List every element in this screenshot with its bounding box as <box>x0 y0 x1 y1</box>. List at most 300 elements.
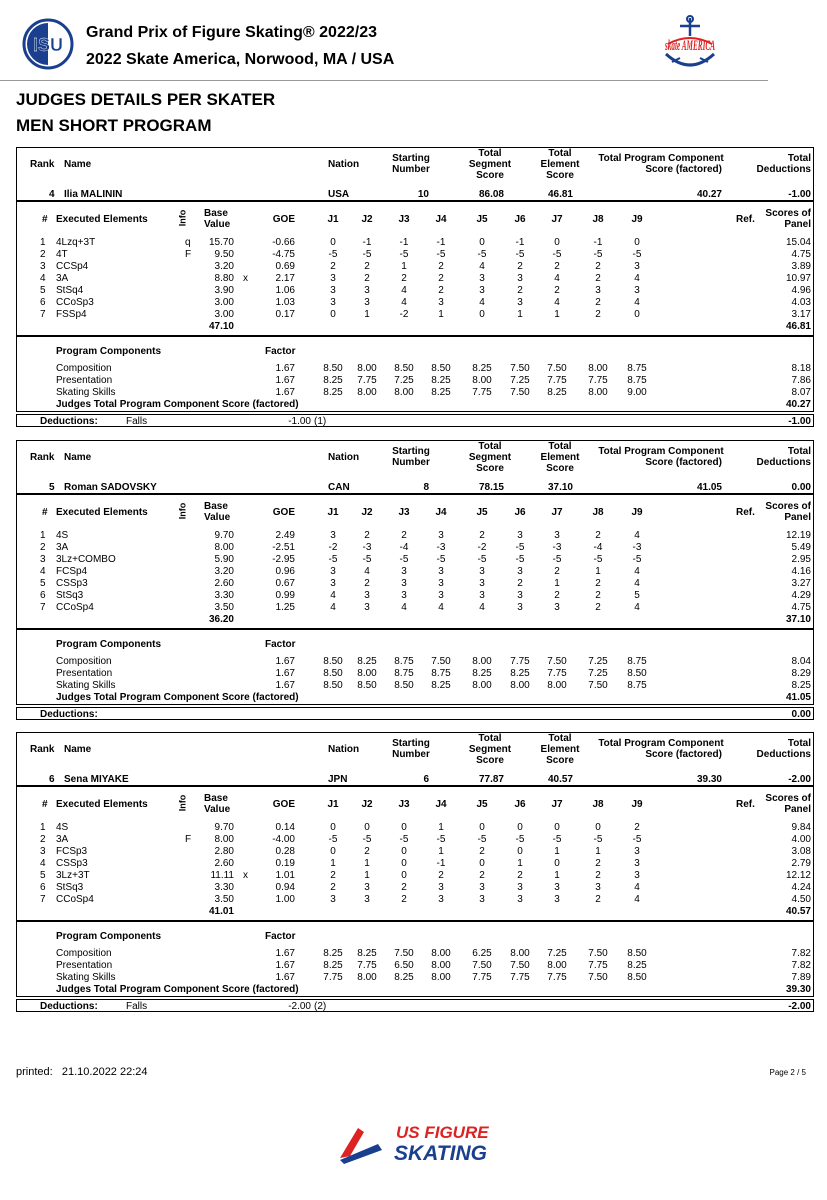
element-panel-score: 9.84 <box>791 822 811 833</box>
element-judge-1-score: 3 <box>330 578 336 589</box>
component-judge-4-score: 8.25 <box>431 375 451 386</box>
component-factor: 1.67 <box>275 387 295 398</box>
element-judge-1-score: 4 <box>330 602 336 613</box>
component-judge-8-score: 7.75 <box>588 960 608 971</box>
element-judge-7-score: 1 <box>554 870 560 881</box>
element-base-value: 2.60 <box>214 578 234 589</box>
component-name: Presentation <box>56 668 113 679</box>
judge-header-7: J7 <box>551 214 563 225</box>
element-panel-score: 4.75 <box>791 249 811 260</box>
element-judge-5-score: 4 <box>479 297 485 308</box>
element-judge-9-score: 3 <box>634 858 640 869</box>
element-judge-3-score: 0 <box>401 870 407 881</box>
element-judge-2-score: 2 <box>364 261 370 272</box>
component-judge-7-score: 7.50 <box>547 363 567 374</box>
element-number: 3 <box>40 846 46 857</box>
component-judge-5-score: 8.00 <box>472 375 492 386</box>
element-judge-3-score: 3 <box>401 566 407 577</box>
skater-tss: 77.87 <box>478 774 504 785</box>
element-judge-6-score: 3 <box>517 297 523 308</box>
component-judge-2-score: 8.50 <box>357 680 377 691</box>
element-judge-4-score: 2 <box>438 261 444 272</box>
components-box <box>16 628 814 705</box>
pcs-header-2: Score (factored) <box>645 164 722 175</box>
component-judge-4-score: 8.25 <box>431 680 451 691</box>
tss-header-3: Score <box>476 755 504 766</box>
component-name: Composition <box>56 363 112 374</box>
component-judge-1-score: 8.50 <box>323 680 343 691</box>
element-code: 3Lz+COMBO <box>56 554 116 565</box>
jtpc-label: Judges Total Program Component Score (factored) <box>56 984 299 995</box>
component-judge-3-score: 8.75 <box>394 668 414 679</box>
element-judge-1-score: 3 <box>330 273 336 284</box>
tes-header-1: Total <box>548 733 572 744</box>
element-number: 2 <box>40 542 46 553</box>
skater-start-number: 6 <box>423 774 429 785</box>
element-base-value: 3.50 <box>214 602 234 613</box>
element-number: 6 <box>40 297 46 308</box>
element-judge-4-score: 3 <box>438 894 444 905</box>
page-number: Page 2 / 5 <box>769 1068 806 1077</box>
panel-header-2: Panel <box>784 804 811 815</box>
element-panel-score: 4.75 <box>791 602 811 613</box>
skater-rank: 5 <box>49 482 55 493</box>
element-judge-7-score: 0 <box>554 822 560 833</box>
component-judge-8-score: 8.00 <box>588 363 608 374</box>
usfs-logo-line1: US FIGURE <box>396 1123 489 1142</box>
component-judge-6-score: 7.50 <box>510 960 530 971</box>
component-factor: 1.67 <box>275 656 295 667</box>
tes-header-2: Element <box>540 159 580 170</box>
tes-header-3: Score <box>546 170 574 181</box>
judge-header-6: J6 <box>514 799 526 810</box>
element-code: StSq3 <box>56 882 84 893</box>
element-judge-1-score: -2 <box>328 542 338 553</box>
pcs-header-2: Score (factored) <box>645 457 722 468</box>
element-base-value: 3.20 <box>214 261 234 272</box>
judge-header-2: J2 <box>361 507 373 518</box>
panel-score-total: 37.10 <box>785 614 811 625</box>
skater-deductions: 0.00 <box>791 482 811 493</box>
skater-start-number: 10 <box>417 189 429 200</box>
element-goe: 0.17 <box>275 309 295 320</box>
element-judge-1-score: 2 <box>330 261 336 272</box>
element-judge-7-score: 0 <box>554 237 560 248</box>
component-judge-4-score: 8.25 <box>431 387 451 398</box>
judge-header-5: J5 <box>476 214 488 225</box>
executed-elements-header: Executed Elements <box>56 799 148 810</box>
component-judge-2-score: 8.25 <box>357 656 377 667</box>
skater-pcs: 39.30 <box>696 774 722 785</box>
element-judge-6-score: 2 <box>517 261 523 272</box>
component-judge-6-score: 8.25 <box>510 668 530 679</box>
element-judge-6-score: 3 <box>517 894 523 905</box>
element-judge-1-score: 3 <box>330 530 336 541</box>
component-name: Composition <box>56 656 112 667</box>
skater-deductions: -1.00 <box>788 189 811 200</box>
component-judge-1-score: 8.25 <box>323 948 343 959</box>
base-header-1: Base <box>204 793 228 804</box>
element-judge-6-score: -5 <box>515 249 525 260</box>
component-judge-6-score: 7.75 <box>510 972 530 983</box>
component-name: Composition <box>56 948 112 959</box>
element-base-value: 3.50 <box>214 894 234 905</box>
base-header-1: Base <box>204 501 228 512</box>
element-base-value: 9.70 <box>214 822 234 833</box>
jtpc-total: 39.30 <box>785 984 811 995</box>
element-panel-score: 10.97 <box>785 273 811 284</box>
number-header: Number <box>392 457 430 468</box>
component-judge-8-score: 7.75 <box>588 375 608 386</box>
component-judge-8-score: 7.50 <box>588 948 608 959</box>
deductions-header-1: Total <box>787 738 811 749</box>
element-bonus-mark: x <box>243 870 248 881</box>
element-goe: 1.25 <box>275 602 295 613</box>
element-judge-6-score: 1 <box>517 858 523 869</box>
deduction-value: -2.00 <box>288 1001 311 1012</box>
element-judge-1-score: 1 <box>330 858 336 869</box>
hash-header: # <box>42 799 48 810</box>
component-factor: 1.67 <box>275 972 295 983</box>
judge-header-4: J4 <box>435 214 447 225</box>
nation-header: Nation <box>328 452 360 463</box>
element-base-value: 3.30 <box>214 590 234 601</box>
element-judge-3-score: 4 <box>401 285 407 296</box>
element-judge-5-score: 2 <box>479 530 485 541</box>
component-judge-6-score: 7.50 <box>510 363 530 374</box>
element-goe: 0.67 <box>275 578 295 589</box>
element-judge-9-score: 0 <box>634 237 640 248</box>
element-info: q <box>185 237 191 248</box>
element-judge-3-score: 0 <box>401 858 407 869</box>
skater-rank: 4 <box>49 189 55 200</box>
isu-logo-text: ISU <box>32 35 64 55</box>
component-judge-9-score: 8.50 <box>627 972 647 983</box>
factor-header: Factor <box>265 639 296 650</box>
tss-header-3: Score <box>476 463 504 474</box>
element-judge-1-score: -5 <box>328 554 338 565</box>
element-goe: 0.19 <box>275 858 295 869</box>
element-number: 5 <box>40 285 46 296</box>
component-name: Presentation <box>56 375 113 386</box>
component-judge-2-score: 8.25 <box>357 948 377 959</box>
us-figure-skating-logo <box>338 1118 488 1164</box>
deduction-count: (2) <box>314 1001 327 1012</box>
summary-divider <box>16 493 814 495</box>
element-judge-8-score: -5 <box>593 249 603 260</box>
deductions-header-2: Deductions <box>756 164 811 175</box>
component-judge-6-score: 7.25 <box>510 375 530 386</box>
element-judge-9-score: -5 <box>632 834 642 845</box>
component-judge-9-score: 8.50 <box>627 948 647 959</box>
element-number: 4 <box>40 566 46 577</box>
element-judge-6-score: 3 <box>517 566 523 577</box>
component-judge-7-score: 8.25 <box>547 387 567 398</box>
summary-divider <box>16 200 814 202</box>
element-judge-2-score: 3 <box>364 894 370 905</box>
base-header-1: Base <box>204 208 228 219</box>
element-code: 4S <box>56 822 69 833</box>
element-judge-3-score: 2 <box>401 273 407 284</box>
element-judge-1-score: 0 <box>330 846 336 857</box>
base-header-2: Value <box>204 219 231 230</box>
element-judge-8-score: -1 <box>593 237 603 248</box>
element-code: 4S <box>56 530 69 541</box>
element-judge-4-score: 1 <box>438 309 444 320</box>
skater-tes: 46.81 <box>547 189 573 200</box>
component-judge-9-score: 8.75 <box>627 375 647 386</box>
skater-box <box>16 440 814 630</box>
component-judge-1-score: 8.50 <box>323 656 343 667</box>
element-panel-score: 2.79 <box>791 858 811 869</box>
judge-header-5: J5 <box>476 507 488 518</box>
isu-logo <box>22 18 74 70</box>
judge-header-2: J2 <box>361 214 373 225</box>
component-judge-9-score: 8.75 <box>627 680 647 691</box>
element-judge-2-score: 2 <box>364 846 370 857</box>
tes-header-3: Score <box>546 755 574 766</box>
judge-header-1: J1 <box>327 507 339 518</box>
component-judge-3-score: 8.50 <box>394 680 414 691</box>
component-score: 7.82 <box>791 948 811 959</box>
element-judge-7-score: 3 <box>554 882 560 893</box>
element-judge-7-score: 4 <box>554 273 560 284</box>
element-panel-score: 12.19 <box>785 530 811 541</box>
element-judge-9-score: 3 <box>634 870 640 881</box>
element-code: 4T <box>56 249 68 260</box>
component-judge-1-score: 8.25 <box>323 387 343 398</box>
skater-tes: 40.57 <box>547 774 573 785</box>
component-judge-7-score: 7.25 <box>547 948 567 959</box>
element-judge-2-score: 3 <box>364 297 370 308</box>
element-panel-score: 4.03 <box>791 297 811 308</box>
element-code: CCoSp4 <box>56 894 94 905</box>
element-number: 1 <box>40 237 46 248</box>
element-judge-8-score: 1 <box>595 846 601 857</box>
element-judge-4-score: -5 <box>436 834 446 845</box>
element-goe: 0.99 <box>275 590 295 601</box>
element-goe: -0.66 <box>272 237 295 248</box>
element-judge-7-score: 2 <box>554 285 560 296</box>
name-header: Name <box>64 744 92 755</box>
element-judge-7-score: -5 <box>552 554 562 565</box>
pcs-header-1: Total Program Component <box>598 738 724 749</box>
skater-nation: CAN <box>328 482 350 493</box>
element-base-value: 8.00 <box>214 834 234 845</box>
skate-america-logo <box>660 14 720 76</box>
element-base-value: 3.00 <box>214 309 234 320</box>
element-judge-6-score: 3 <box>517 882 523 893</box>
component-score: 7.89 <box>791 972 811 983</box>
component-judge-8-score: 7.25 <box>588 656 608 667</box>
judge-header-4: J4 <box>435 507 447 518</box>
element-goe: 1.06 <box>275 285 295 296</box>
element-judge-2-score: 2 <box>364 530 370 541</box>
element-number: 2 <box>40 249 46 260</box>
element-judge-7-score: 1 <box>554 846 560 857</box>
component-factor: 1.67 <box>275 680 295 691</box>
element-judge-1-score: 2 <box>330 882 336 893</box>
judge-header-4: J4 <box>435 799 447 810</box>
judge-header-8: J8 <box>592 507 604 518</box>
component-judge-7-score: 8.00 <box>547 960 567 971</box>
element-number: 5 <box>40 578 46 589</box>
element-judge-1-score: 0 <box>330 822 336 833</box>
component-judge-6-score: 8.00 <box>510 680 530 691</box>
component-judge-9-score: 8.75 <box>627 363 647 374</box>
element-judge-7-score: -3 <box>552 542 562 553</box>
element-judge-3-score: -5 <box>399 554 409 565</box>
judge-header-3: J3 <box>398 799 410 810</box>
nation-header: Nation <box>328 744 360 755</box>
element-judge-5-score: 3 <box>479 894 485 905</box>
component-judge-3-score: 8.75 <box>394 656 414 667</box>
skater-box <box>16 147 814 337</box>
element-base-value: 9.50 <box>214 249 234 260</box>
judge-header-6: J6 <box>514 507 526 518</box>
tss-header-3: Score <box>476 170 504 181</box>
header-rule <box>0 80 768 81</box>
element-judge-7-score: 1 <box>554 578 560 589</box>
element-judge-8-score: 2 <box>595 894 601 905</box>
element-base-value: 2.80 <box>214 846 234 857</box>
judge-header-9: J9 <box>631 799 643 810</box>
info-header: Info <box>177 794 188 812</box>
element-panel-score: 5.49 <box>791 542 811 553</box>
skater-tss: 86.08 <box>478 189 504 200</box>
component-judge-2-score: 7.75 <box>357 375 377 386</box>
tes-header-3: Score <box>546 463 574 474</box>
element-panel-score: 4.96 <box>791 285 811 296</box>
element-judge-9-score: -5 <box>632 249 642 260</box>
component-judge-5-score: 8.25 <box>472 668 492 679</box>
component-factor: 1.67 <box>275 948 295 959</box>
component-score: 7.86 <box>791 375 811 386</box>
deductions-header-1: Total <box>787 153 811 164</box>
judge-header-5: J5 <box>476 799 488 810</box>
component-judge-3-score: 8.00 <box>394 387 414 398</box>
skater-name: Sena MIYAKE <box>64 774 129 785</box>
element-judge-4-score: 1 <box>438 846 444 857</box>
panel-header-2: Panel <box>784 219 811 230</box>
element-judge-8-score: -5 <box>593 834 603 845</box>
element-judge-6-score: -1 <box>515 237 525 248</box>
element-number: 4 <box>40 858 46 869</box>
element-judge-9-score: 2 <box>634 822 640 833</box>
element-goe: 0.28 <box>275 846 295 857</box>
goe-header: GOE <box>272 507 295 518</box>
element-judge-1-score: 4 <box>330 590 336 601</box>
element-judge-4-score: 2 <box>438 870 444 881</box>
component-judge-3-score: 7.50 <box>394 948 414 959</box>
element-judge-3-score: 4 <box>401 297 407 308</box>
element-base-value: 3.30 <box>214 882 234 893</box>
component-score: 8.07 <box>791 387 811 398</box>
element-base-value: 11.11 <box>210 870 234 881</box>
components-box <box>16 920 814 997</box>
element-judge-8-score: 0 <box>595 822 601 833</box>
element-judge-9-score: -3 <box>632 542 642 553</box>
element-judge-7-score: 1 <box>554 309 560 320</box>
element-judge-5-score: -5 <box>477 249 487 260</box>
component-judge-2-score: 8.00 <box>357 363 377 374</box>
element-judge-2-score: 1 <box>364 858 370 869</box>
element-judge-6-score: -5 <box>515 834 525 845</box>
component-judge-5-score: 7.50 <box>472 960 492 971</box>
skate-america-logo-text: skate AMERICA <box>664 38 715 54</box>
component-factor: 1.67 <box>275 363 295 374</box>
element-judge-7-score: 4 <box>554 297 560 308</box>
ref-header: Ref. <box>736 799 755 810</box>
element-judge-3-score: 4 <box>401 602 407 613</box>
element-judge-4-score: -5 <box>436 249 446 260</box>
element-code: 3A <box>56 834 69 845</box>
component-score: 8.18 <box>791 363 811 374</box>
tss-header-1: Total <box>478 441 502 452</box>
deductions-header-2: Deductions <box>756 457 811 468</box>
element-judge-5-score: -5 <box>477 554 487 565</box>
element-judge-9-score: -5 <box>632 554 642 565</box>
element-judge-5-score: -2 <box>477 542 487 553</box>
component-factor: 1.67 <box>275 668 295 679</box>
starting-header: Starting <box>392 446 430 457</box>
name-header: Name <box>64 159 92 170</box>
program-components-header: Program Components <box>56 639 162 650</box>
element-judge-3-score: -2 <box>399 309 409 320</box>
element-judge-5-score: 3 <box>479 273 485 284</box>
judge-header-9: J9 <box>631 214 643 225</box>
element-judge-7-score: -5 <box>552 834 562 845</box>
element-code: StSq4 <box>56 285 84 296</box>
element-code: CCoSp3 <box>56 297 94 308</box>
element-judge-8-score: 2 <box>595 602 601 613</box>
element-judge-5-score: 4 <box>479 261 485 272</box>
component-judge-8-score: 7.50 <box>588 972 608 983</box>
number-header: Number <box>392 749 430 760</box>
element-judge-9-score: 4 <box>634 297 640 308</box>
component-factor: 1.67 <box>275 960 295 971</box>
element-judge-2-score: 3 <box>364 602 370 613</box>
element-judge-4-score: -3 <box>436 542 446 553</box>
judge-header-8: J8 <box>592 799 604 810</box>
element-judge-7-score: 2 <box>554 566 560 577</box>
element-judge-1-score: 0 <box>330 309 336 320</box>
element-judge-3-score: 3 <box>401 590 407 601</box>
component-judge-9-score: 8.25 <box>627 960 647 971</box>
goe-header: GOE <box>272 799 295 810</box>
element-judge-6-score: -5 <box>515 542 525 553</box>
element-judge-8-score: -5 <box>593 554 603 565</box>
element-judge-4-score: 4 <box>438 602 444 613</box>
element-code: CCoSp4 <box>56 602 94 613</box>
component-judge-8-score: 8.00 <box>588 387 608 398</box>
deduction-total: -1.00 <box>788 416 811 427</box>
element-code: 3A <box>56 542 69 553</box>
element-code: FCSp3 <box>56 846 88 857</box>
component-name: Skating Skills <box>56 680 116 691</box>
element-judge-9-score: 3 <box>634 261 640 272</box>
judge-header-6: J6 <box>514 214 526 225</box>
program-components-header: Program Components <box>56 346 162 357</box>
program-components-header: Program Components <box>56 931 162 942</box>
tss-header-2: Segment <box>468 159 512 170</box>
judge-header-7: J7 <box>551 799 563 810</box>
element-judge-8-score: -4 <box>593 542 603 553</box>
element-judge-4-score: 3 <box>438 297 444 308</box>
element-judge-8-score: 3 <box>595 285 601 296</box>
element-judge-6-score: 2 <box>517 578 523 589</box>
element-judge-4-score: 3 <box>438 882 444 893</box>
